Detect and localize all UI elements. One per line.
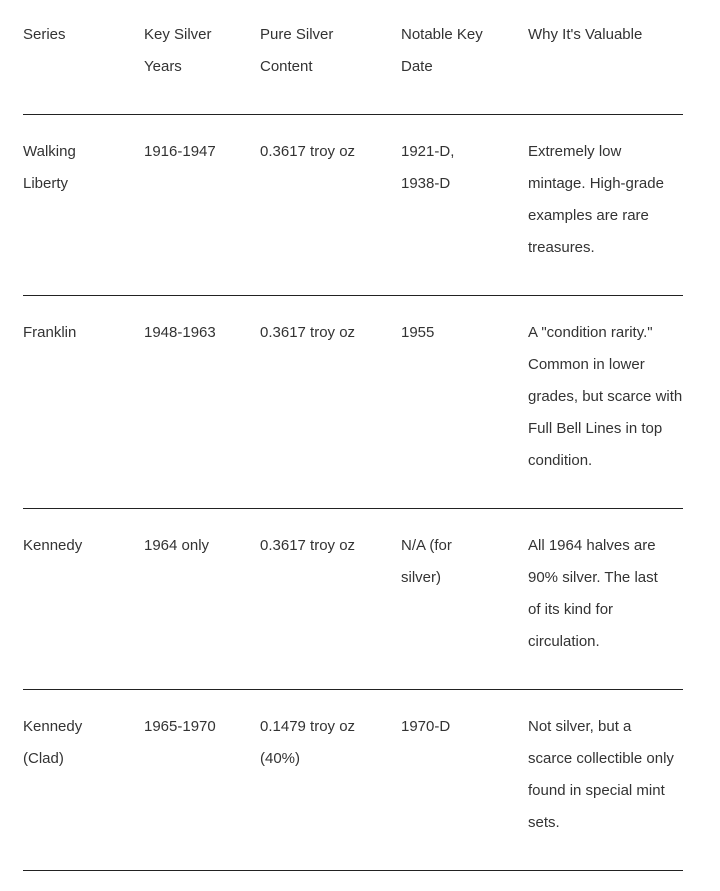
- cell-text: Kennedy: [23, 537, 83, 554]
- header-why-valuable-text: Why It's Valuable: [528, 26, 643, 43]
- cell-text: N/A (for silver): [401, 537, 452, 586]
- table-body: [23, 115, 683, 871]
- table-row: [23, 115, 683, 296]
- table-row: [23, 296, 683, 509]
- cell-text: A "condition rarity." Common in lower grades, but scarce with Full Bell Lines in top condition.: [528, 324, 683, 469]
- silver-half-dollar-table: [23, 19, 683, 871]
- cell-key-date: [401, 690, 528, 871]
- cell-text: Extremely low mintage. High-grade examples are rare treasures.: [528, 143, 664, 256]
- cell-text: 1916-1947: [144, 143, 216, 160]
- cell-silver-content: [260, 296, 401, 509]
- header-series-text: Series: [23, 26, 66, 43]
- header-key-silver-years-text: Key Silver Years: [144, 26, 212, 75]
- cell-text: 0.3617 troy oz: [260, 143, 356, 160]
- cell-text: All 1964 halves are 90% silver. The last of its kind for circulation.: [528, 537, 658, 650]
- cell-series: [23, 296, 144, 509]
- cell-text: 1948-1963: [144, 324, 216, 341]
- cell-text: 1964 only: [144, 537, 210, 554]
- cell-why-valuable: [528, 509, 683, 690]
- cell-years: [144, 115, 260, 296]
- table-row: [23, 690, 683, 871]
- table-header: [23, 19, 683, 115]
- cell-text: Not silver, but a scarce collectible only found in special mint sets.: [528, 718, 674, 831]
- cell-years: [144, 509, 260, 690]
- header-notable-key-date-text: Notable Key Date: [401, 26, 483, 75]
- cell-years: [144, 296, 260, 509]
- header-key-silver-years: [144, 19, 260, 115]
- cell-text: 0.3617 troy oz: [260, 537, 356, 554]
- cell-series: [23, 115, 144, 296]
- cell-text: 0.1479 troy oz (40%): [260, 718, 356, 767]
- cell-text: 1965-1970: [144, 718, 216, 735]
- cell-text: Walking Liberty: [23, 143, 76, 192]
- cell-why-valuable: [528, 296, 683, 509]
- header-notable-key-date: [401, 19, 528, 115]
- cell-key-date: [401, 115, 528, 296]
- cell-text: 1921-D, 1938-D: [401, 143, 455, 192]
- cell-text: 1955: [401, 324, 435, 341]
- header-why-valuable: [528, 19, 683, 115]
- cell-silver-content: [260, 115, 401, 296]
- cell-text: Kennedy (Clad): [23, 718, 83, 767]
- cell-why-valuable: [528, 115, 683, 296]
- cell-key-date: [401, 296, 528, 509]
- cell-series: [23, 509, 144, 690]
- header-series: [23, 19, 144, 115]
- cell-silver-content: [260, 690, 401, 871]
- cell-text: 1970-D: [401, 718, 451, 735]
- cell-text: Franklin: [23, 324, 77, 341]
- cell-why-valuable: [528, 690, 683, 871]
- header-pure-silver-content-text: Pure Silver Content: [260, 26, 334, 75]
- table-row: [23, 509, 683, 690]
- cell-years: [144, 690, 260, 871]
- cell-key-date: [401, 509, 528, 690]
- header-pure-silver-content: [260, 19, 401, 115]
- cell-text: 0.3617 troy oz: [260, 324, 356, 341]
- cell-silver-content: [260, 509, 401, 690]
- header-row: [23, 19, 683, 115]
- cell-series: [23, 690, 144, 871]
